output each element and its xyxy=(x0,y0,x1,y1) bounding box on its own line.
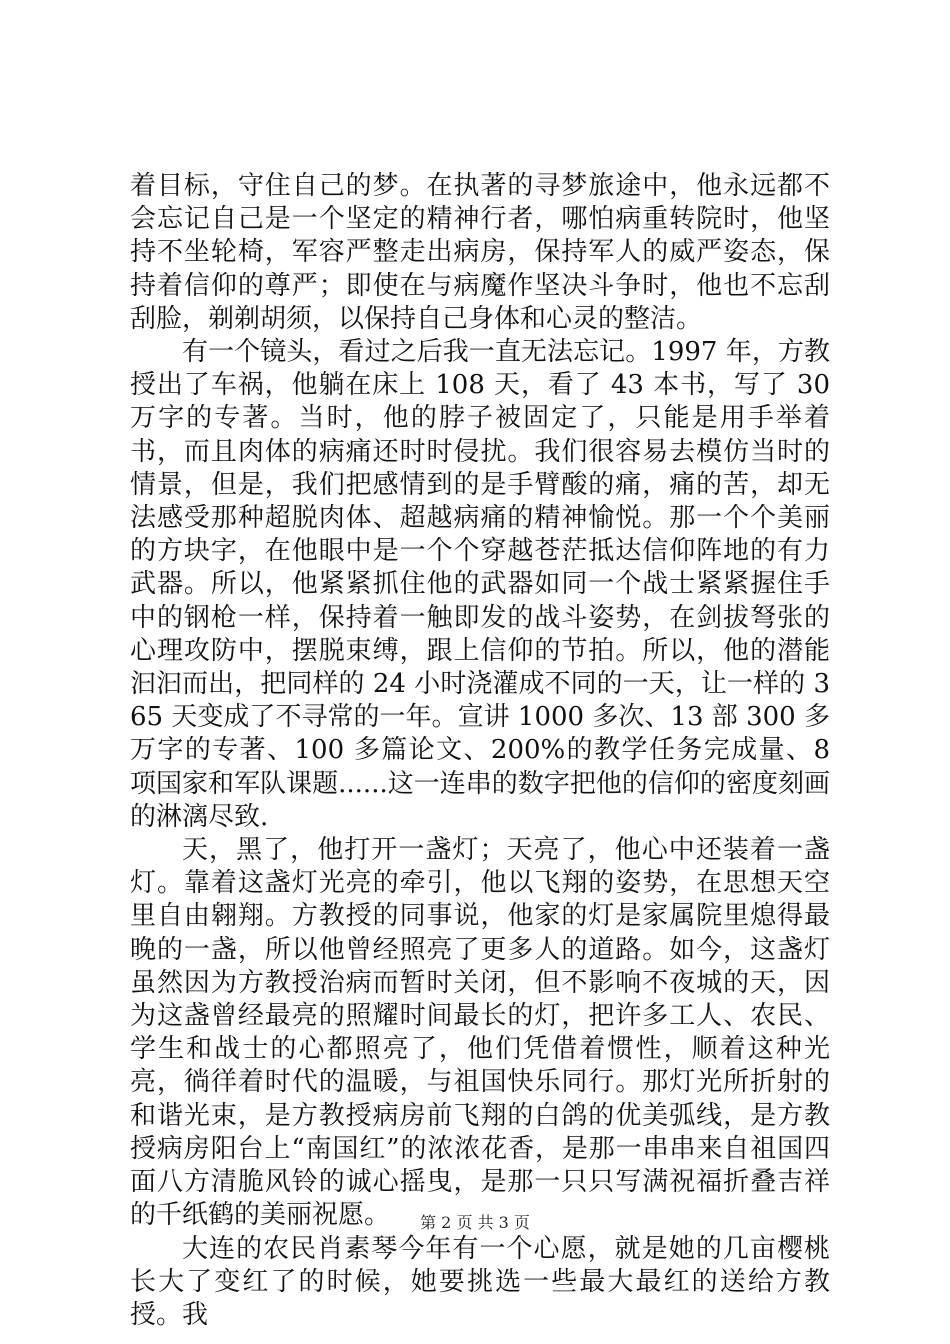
paragraph-continuation: 着目标，守住自己的梦。在执著的寻梦旅途中，他永远都不会忘记自己是一个坚定的精神行者，哪怕病重转院时，他坚持不坐轮椅，军容严整走出病房，保持军人的威严姿态，保持着信仰的尊严；即使在与病魔作坚决斗争时，他也不忘刮刮脸，剃剃胡须，以保持自己身体和心灵的整洁。 xyxy=(130,171,830,334)
paragraph-car-accident: 有一个镜头，看过之后我一直无法忘记。1997 年，方教授出了车祸，他躺在床上 108 天，看了 43 本书，写了 30 万字的专著。当时，他的脖子被固定了，只能是用手举着书，而且肉体的病痛还时时侵扰。我们很容易去模仿当时的情景，但是，我们把感情到的是手臂酸的痛，痛的苦，却无法感受那种超脱肉体、超越病痛的精神愉悦。那一个个美丽的方块字，在他眼中是一个个穿越苍茫抵达信仰阵地的有力武器。所以，他紧紧抓住他的武器如同一个战士紧紧握住手中的钢枪一样，保持着一触即发的战斗姿势，在剑拔弩张的心理攻防中，摆脱束缚，跟上信仰的节拍。所以，他的潜能汩汩而出，把同样的 24 小时浇灌成不同的一天，让一样的 365 天变成了不寻常的一年。宣讲 1000 多次、13 部 300 多万字的专著、100 多篇论文、200%的教学任务完成量、8 项国家和军队课题......这一连串的数字把他的信仰的密度刻画的淋漓尽致. xyxy=(130,337,830,832)
paragraph-farmer: 大连的农民肖素琴今年有一个心愿，就是她的几亩樱桃长大了变红了的时候，她要挑选一些最大最红的送给方教授。我 xyxy=(130,1233,830,1330)
document-body xyxy=(130,170,830,1332)
page-number-footer: 第 2 页 共 3 页 xyxy=(420,1213,530,1232)
paragraph-lamp: 天，黑了，他打开一盏灯；天亮了，他心中还装着一盏灯。靠着这盏灯光亮的牵引，他以飞翔的姿势，在思想天空里自由翱翔。方教授的同事说，他家的灯是家属院里熄得最晚的一盏，所以他曾经照亮了更多人的道路。如今，这盏灯虽然因为方教授治病而暂时关闭，但不影响不夜城的天，因为这盏曾经最亮的照耀时间最长的灯，把许多工人、农民、学生和战士的心都照亮了，他们凭借着惯性，顺着这种光亮，徜徉着时代的温暖，与祖国快乐同行。那灯光所折射的和谐光束，是方教授病房前飞翔的白鸽的优美弧线，是方教授病房阳台上“南国红”的浓浓花香，是那一串串来自祖国四面八方清脆风铃的诚心摇曳，是那一只只写满祝福折叠吉祥的千纸鹤的美丽祝愿。 xyxy=(130,835,830,1231)
